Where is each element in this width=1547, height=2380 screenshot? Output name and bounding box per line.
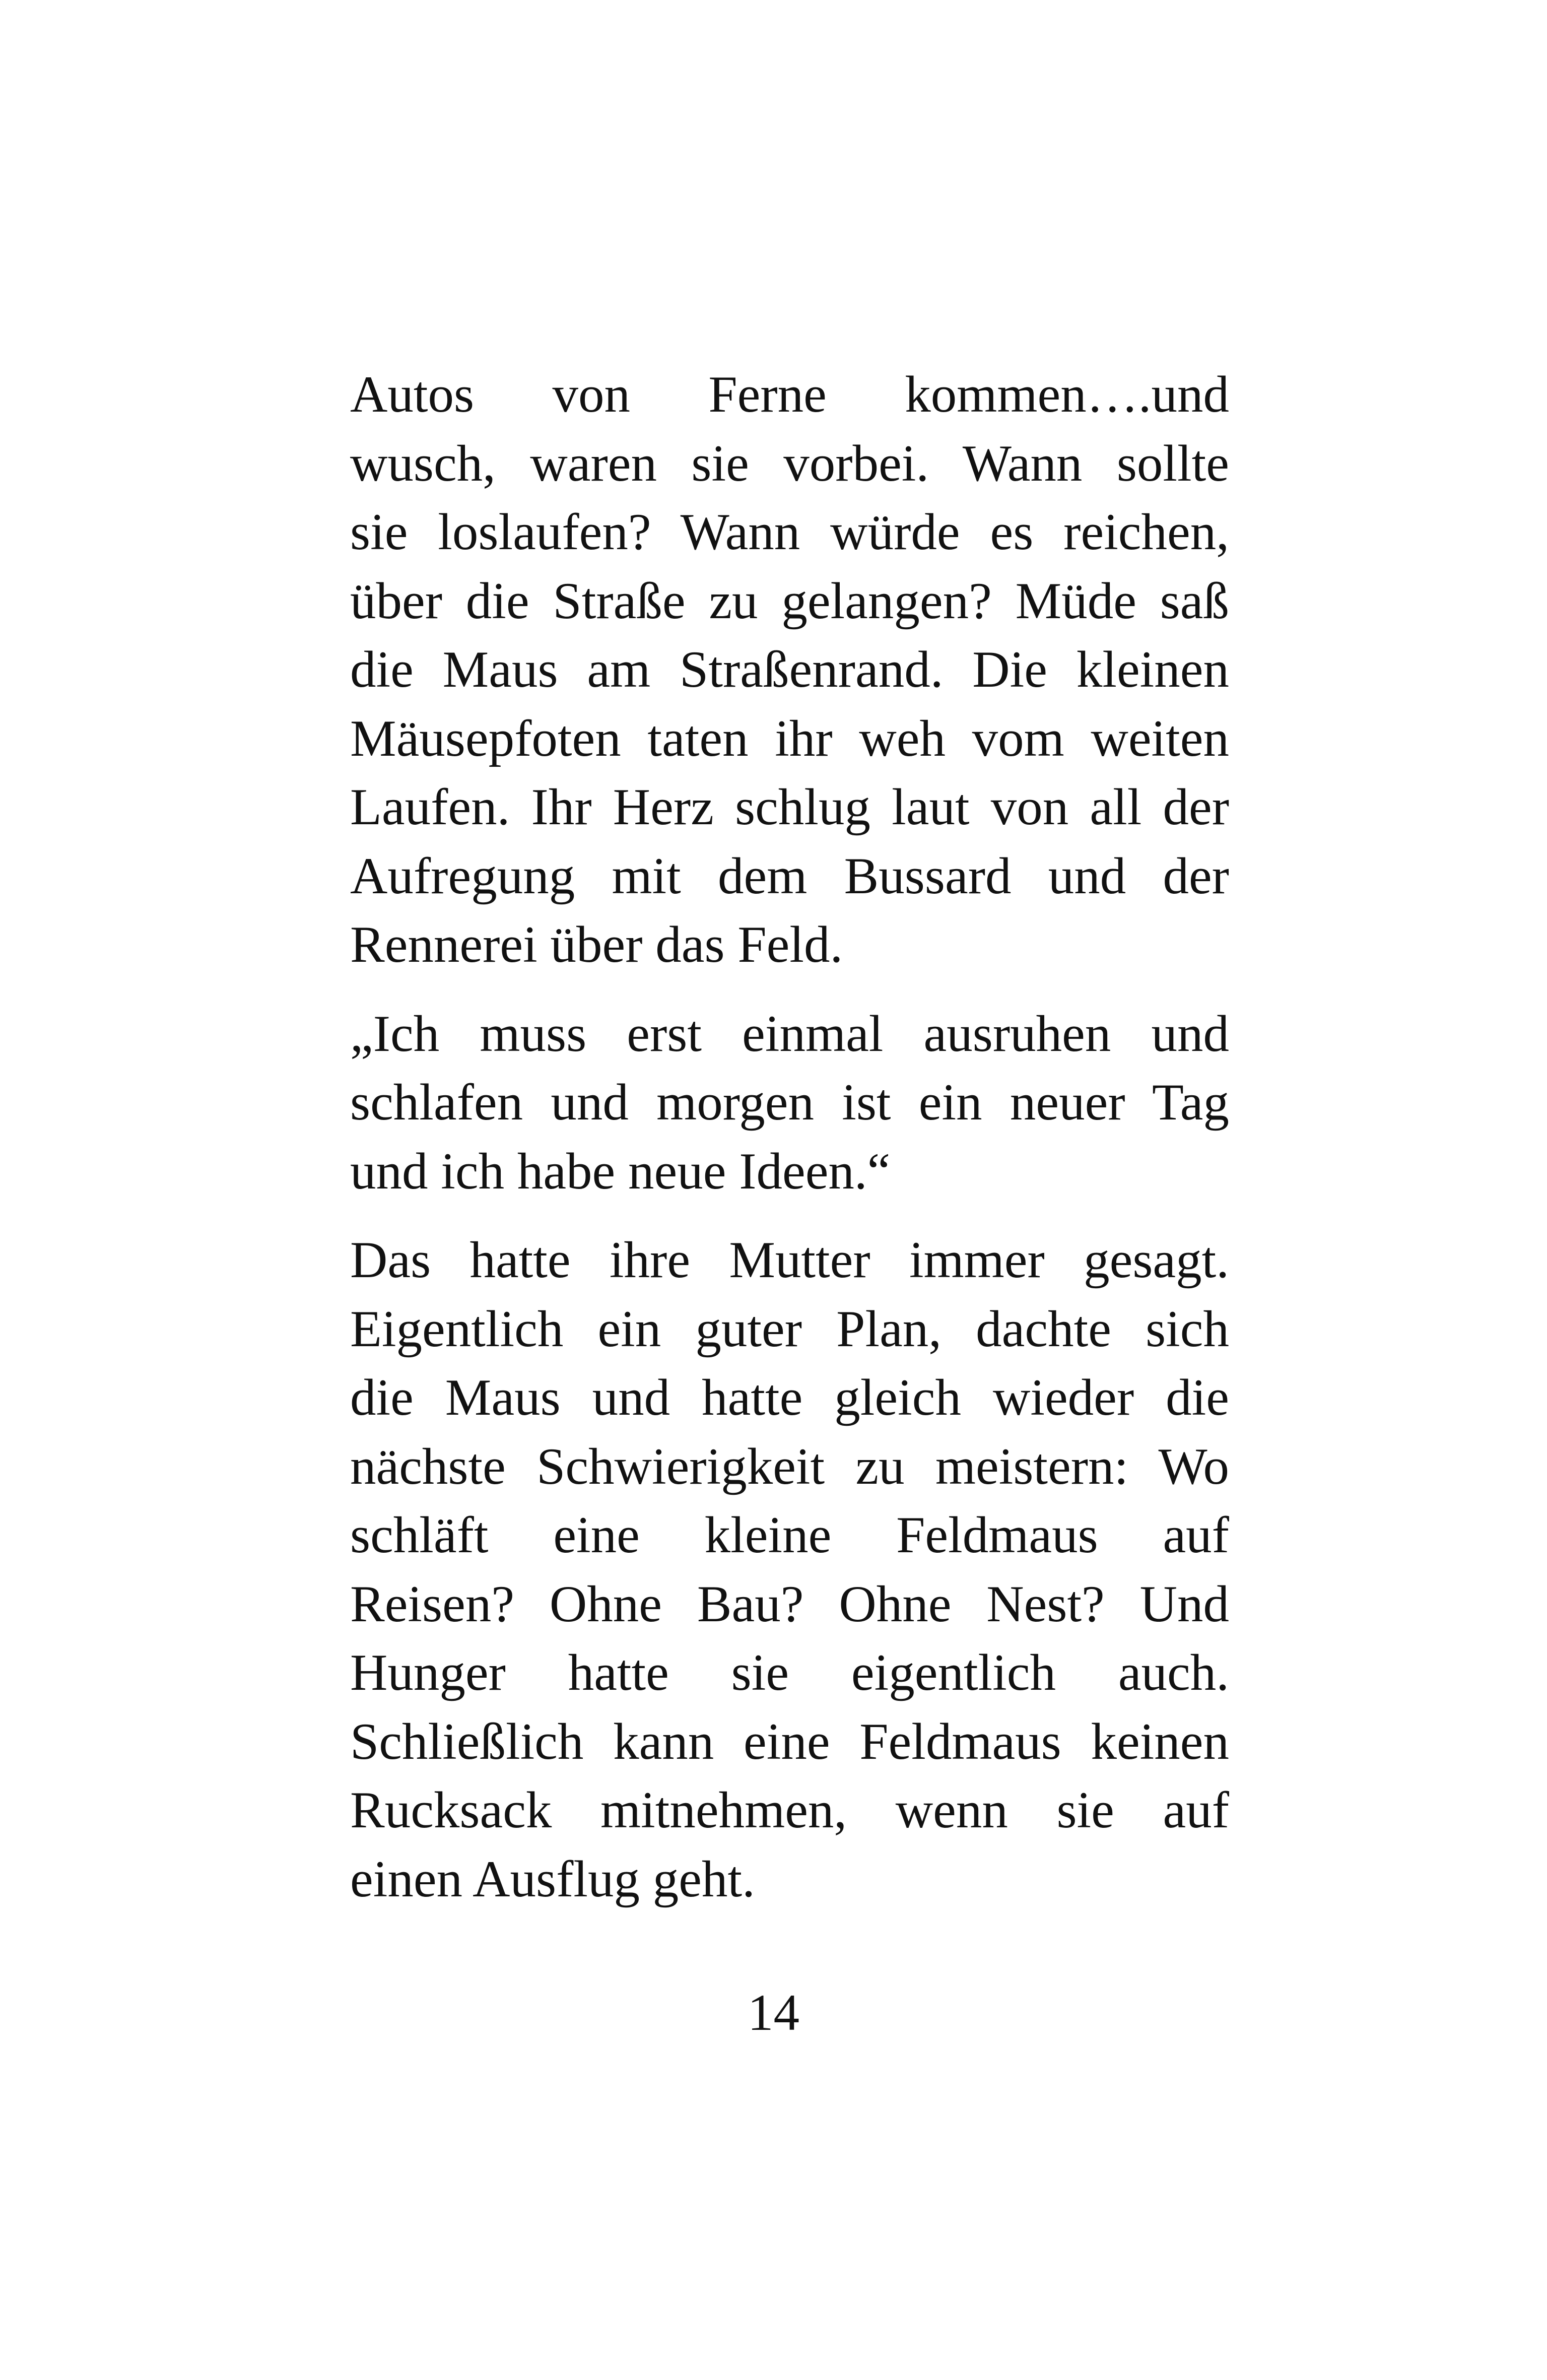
text-line: über die Straße zu gelangen? Müde saß: [350, 572, 1229, 630]
body-text: [350, 360, 1229, 1913]
paragraph-2: [350, 1000, 1229, 1206]
text-line: Rennerei über das Feld.: [350, 916, 843, 973]
text-line: Das hatte ihre Mutter immer gesagt.: [350, 1231, 1229, 1289]
text-line: wusch, waren sie vorbei. Wann sollte: [350, 434, 1229, 492]
text-line: schlafen und morgen ist ein neuer Tag: [350, 1074, 1229, 1131]
text-line: einen Ausflug geht.: [350, 1850, 755, 1908]
text-line: Reisen? Ohne Bau? Ohne Nest? Und: [350, 1575, 1229, 1633]
text-line: die Maus am Straßenrand. Die kleinen: [350, 641, 1229, 698]
paragraph-3: [350, 1226, 1229, 1913]
paragraph-1: [350, 360, 1229, 979]
text-line: die Maus und hatte gleich wieder die: [350, 1369, 1229, 1426]
text-line: Laufen. Ihr Herz schlug laut von all der: [350, 778, 1229, 836]
text-line: Eigentlich ein guter Plan, dachte sich: [350, 1300, 1229, 1358]
text-line: Mäusepfoten taten ihr weh vom weiten: [350, 709, 1229, 767]
text-line: Rucksack mitnehmen, wenn sie auf: [350, 1781, 1229, 1839]
text-line: Aufregung mit dem Bussard und der: [350, 847, 1229, 905]
text-line: und ich habe neue Ideen.“: [350, 1142, 891, 1200]
text-line: Schließlich kann eine Feldmaus keinen: [350, 1712, 1229, 1770]
text-line: Hunger hatte sie eigentlich auch.: [350, 1644, 1229, 1701]
text-line: Autos von Ferne kommen….und: [350, 366, 1229, 423]
text-line: nächste Schwierigkeit zu meistern: Wo: [350, 1437, 1229, 1495]
text-line: schläft eine kleine Feldmaus auf: [350, 1506, 1229, 1564]
text-line: „Ich muss erst einmal ausruhen und: [350, 1005, 1229, 1063]
text-line: sie loslaufen? Wann würde es reichen,: [350, 503, 1229, 561]
page-number: 14: [748, 1984, 799, 2041]
